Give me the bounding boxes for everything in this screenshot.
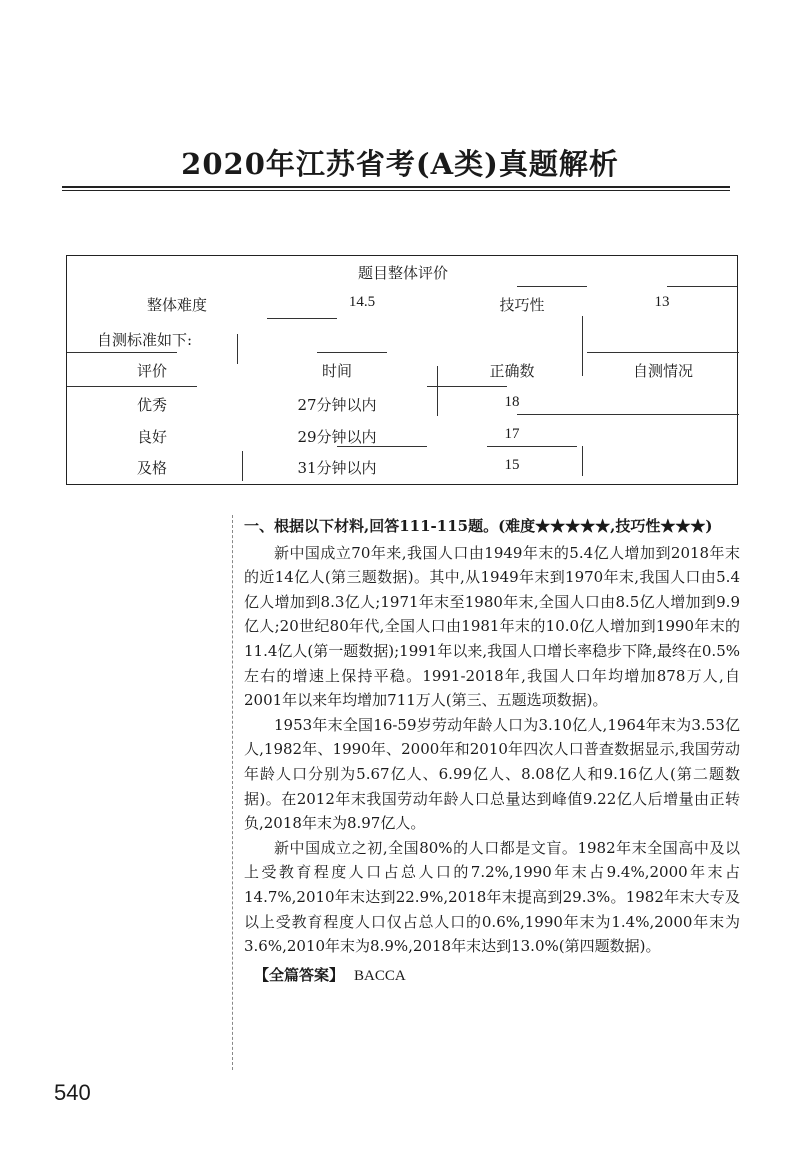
table-rule (517, 414, 607, 415)
row-correct: 18 (504, 394, 520, 410)
header-grade: 评价 (136, 362, 167, 380)
material-paragraph: 新中国成立70年来,我国人口由1949年末的5.4亿人增加到2018年末的近14亿人(第三题数据)。其中,从1949年末到1970年末,我国人口由5.4亿人增加到8.3亿人;1971年末至1980年末,全国人口由8.5亿人增加到9.9亿人;20世纪80年代,全国人口由1981年末的10.0亿人增加到1990年末的11.4亿人(第一题数据);1991年以来,我国人口增长率稳步下降,最终在0.5%左右的增速上保持平稳。1991-2018年,我国人口年均增加878万人,自2001年以来年均增加711万人(第三、五题选项数据)。 (244, 543, 740, 710)
evaluation-table (66, 255, 738, 485)
table-rule (242, 451, 243, 481)
table-rule (607, 414, 739, 415)
standard-note: 自测标准如下: (97, 331, 193, 349)
table-rule (67, 386, 197, 387)
section-heading: 一、根据以下材料,回答111-115题。(难度★★★★★,技巧性★★★) (244, 517, 713, 535)
header-time: 时间 (321, 362, 352, 380)
row-correct: 15 (504, 457, 520, 473)
question-section (244, 514, 740, 988)
table-rule (237, 334, 238, 364)
binding-margin-line (232, 515, 239, 1070)
material-paragraph: 新中国成立之初,全国80%的人口都是文盲。1982年末全国高中及以上受教育程度人口占总人口的7.2%,1990年末占9.4%,2000年末占14.7%,2010年末达到22.9%,2018年末提高到29.3%。1982年末大专及以上受教育程度人口仅占总人口的0.6%,1990年末为1.4%,2000年末为3.6%,2010年末为8.9%,2018年末达到13.0%(第四题数据)。 (244, 838, 740, 956)
table-rule (337, 446, 427, 447)
table-rule (487, 446, 577, 447)
answer-line (254, 963, 740, 989)
row-time: 27分钟以内 (297, 396, 377, 414)
row-correct: 17 (504, 426, 520, 442)
header-correct: 正确数 (489, 362, 535, 380)
page-title: 2020年江苏省考(A类)真题解析 (181, 147, 619, 181)
row-grade: 优秀 (136, 396, 167, 414)
page-number: 540 (54, 1080, 91, 1105)
table-rule (587, 352, 739, 353)
table-rule (582, 446, 583, 476)
row-grade: 良好 (136, 428, 167, 446)
difficulty-label: 整体难度 (146, 296, 207, 314)
material-paragraph: 1953年末全国16-59岁劳动年龄人口为3.10亿人,1964年末为3.53亿人,1982年、1990年、2000年和2010年四次人口普查数据显示,我国劳动年龄人口分别为5.67亿人、6.99亿人、8.08亿人和9.16亿人(第二题数据)。在2012年末我国劳动年龄人口总量达到峰值9.22亿人后增量由正转负,2018年末为8.97亿人。 (244, 715, 740, 833)
skill-value: 13 (654, 294, 670, 310)
table-rule (667, 286, 737, 287)
table-rule (267, 318, 337, 319)
header-self-check: 自测情况 (632, 362, 693, 380)
table-rule (582, 316, 583, 376)
skill-label: 技巧性 (499, 296, 545, 314)
difficulty-value: 14.5 (348, 294, 376, 310)
answer-label: 【全篇答案】 (254, 965, 345, 984)
row-time: 29分钟以内 (297, 428, 377, 446)
table-rule (437, 366, 438, 416)
title-rule-thick (62, 186, 730, 188)
title-rule-thin (62, 190, 730, 191)
table-caption: 题目整体评价 (357, 264, 448, 282)
row-grade: 及格 (136, 459, 167, 477)
answer-value: BACCA (354, 967, 406, 984)
row-time: 31分钟以内 (297, 459, 377, 477)
table-rule (517, 286, 587, 287)
table-rule (67, 352, 177, 353)
table-rule (427, 386, 507, 387)
table-rule (317, 352, 387, 353)
